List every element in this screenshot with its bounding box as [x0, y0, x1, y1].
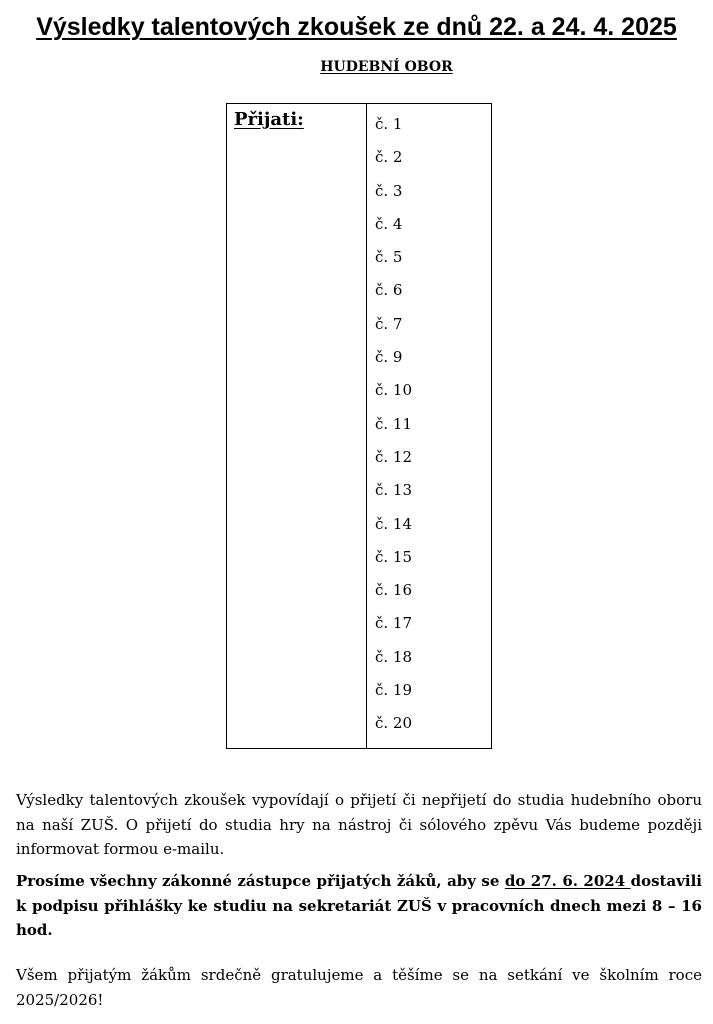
list-item: č. 18 [375, 647, 413, 666]
page-title [0, 10, 713, 44]
page-title-text: Výsledky talentových zkoušek ze dnů 22. a 24. 4. 2025 [36, 13, 677, 41]
list-item: č. 19 [375, 681, 413, 700]
congratulations-paragraph: Všem přijatým žákům srdečně gratulujeme a těšíme se na setkání ve školním roce 2025/2026! [16, 966, 702, 1009]
list-item: č. 2 [375, 148, 403, 167]
list-item: č. 14 [375, 514, 413, 533]
signing-text-after: dostavili k podpisu přihlášky ke studiu na sekretariát ZUŠ v pracovních dnech mezi 8 – 16 hod. [16, 872, 702, 939]
signing-text-before: Prosíme všechny zákonné zástupce přijatých žáků, aby se [16, 872, 505, 890]
table-label-cell [227, 104, 367, 748]
accepted-label: Přijati: [234, 109, 304, 130]
list-item: č. 17 [375, 614, 413, 633]
list-item: č. 7 [375, 314, 403, 333]
list-item: č. 4 [375, 214, 403, 233]
list-item: č. 15 [375, 547, 413, 566]
list-item: č. 3 [375, 181, 403, 200]
section-subtitle-text: HUDEBNÍ OBOR [320, 59, 453, 75]
list-item: č. 9 [375, 348, 403, 367]
list-item: č. 20 [375, 714, 413, 733]
deadline-date: do 27. 6. 2024 [504, 872, 631, 890]
signing-paragraph [16, 869, 702, 943]
list-item: č. 12 [375, 447, 413, 466]
accepted-list [367, 104, 491, 748]
section-subtitle [0, 58, 713, 76]
list-item: č. 16 [375, 581, 413, 600]
info-paragraph: Výsledky talentových zkoušek vypovídají o přijetí či nepřijetí do studia hudebního oboru na naší ZUŠ. O přijetí do studia hry na nástroj či sólového zpěvu Vás budeme později informovat formou e-mailu. [16, 791, 702, 858]
list-item: č. 6 [375, 281, 403, 300]
list-item: č. 11 [375, 414, 413, 433]
list-item: č. 5 [375, 248, 403, 267]
list-item: č. 10 [375, 381, 413, 400]
list-item: č. 1 [375, 115, 403, 133]
list-item: č. 13 [375, 481, 413, 500]
results-table [226, 103, 492, 749]
